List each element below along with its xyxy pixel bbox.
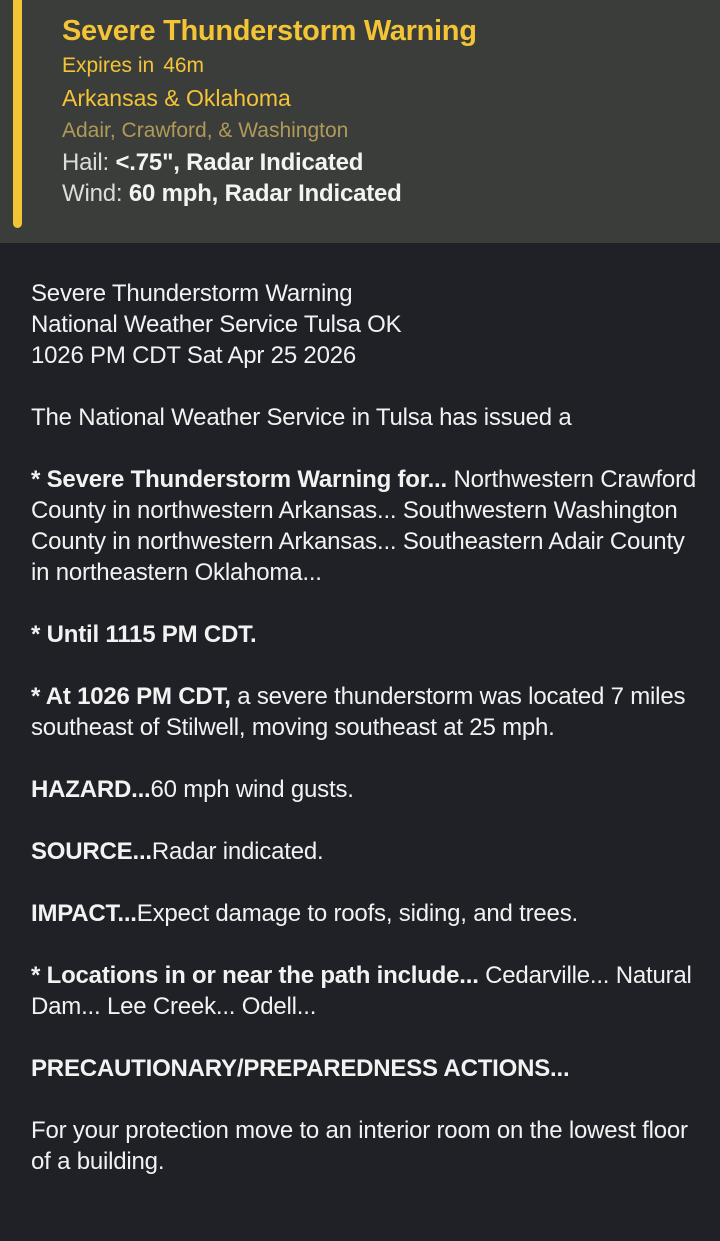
storm-location-label: * At 1026 PM CDT, — [31, 683, 231, 710]
source-line — [31, 836, 703, 867]
alert-summary — [62, 12, 477, 209]
severity-accent-bar — [13, 0, 22, 228]
wind-label: Wind: — [62, 180, 123, 207]
protection-advice: For your protection move to an interior room on the lowest floor of a building. — [31, 1117, 688, 1175]
alert-expiry — [62, 51, 477, 81]
hazard-label: HAZARD... — [31, 776, 151, 803]
impact-line — [31, 898, 703, 929]
hazard-line — [31, 774, 703, 805]
alert-title: Severe Thunderstorm Warning — [62, 15, 477, 47]
expires-value: 46m — [163, 54, 205, 77]
locations-text: Cedarville... Natural Dam... Lee Creek... Odell... — [31, 962, 692, 1020]
alert-summary-header[interactable] — [0, 0, 720, 243]
alert-region: Arkansas & Oklahoma — [62, 85, 291, 111]
warning-until-text: * Until 1115 PM CDT. — [31, 621, 257, 648]
bulletin-issuer: National Weather Service Tulsa OK — [31, 311, 402, 338]
source-label: SOURCE... — [31, 838, 152, 865]
wind-value: 60 mph, Radar Indicated — [128, 180, 402, 207]
storm-location-text: a severe thunderstorm was located 7 miles southeast of Stilwell, moving southeast at 25 mph. — [31, 683, 686, 741]
precaution-heading — [31, 1053, 703, 1084]
alert-counties: Adair, Crawford, & Washington — [62, 119, 349, 142]
bulletin-intro: The National Weather Service in Tulsa has issued a — [31, 404, 572, 431]
precaution-label: PRECAUTIONARY/PREPAREDNESS ACTIONS... — [31, 1055, 570, 1082]
wind-detail — [62, 178, 477, 209]
hail-label: Hail: — [62, 149, 110, 176]
warning-bulletin — [31, 278, 703, 1177]
warning-until — [31, 619, 703, 650]
hazard-text: 60 mph wind gusts. — [150, 776, 354, 803]
impact-label: IMPACT... — [31, 900, 137, 927]
locations-label: * Locations in or near the path include... — [31, 962, 479, 989]
hail-detail — [62, 147, 477, 178]
bulletin-timestamp: 1026 PM CDT Sat Apr 25 2026 — [31, 342, 357, 369]
warning-area-label: * Severe Thunderstorm Warning for... — [31, 466, 447, 493]
storm-location — [31, 681, 703, 743]
warning-area-text: Northwestern Crawford County in northwestern Arkansas... Southwestern Washington County in northwestern Arkansas... Southeastern Adair County in northeastern Oklahoma... — [31, 466, 697, 586]
impact-text: Expect damage to roofs, siding, and trees. — [136, 900, 578, 927]
warning-area — [31, 464, 703, 588]
hail-value: <.75", Radar Indicated — [115, 149, 364, 176]
locations-line — [31, 960, 703, 1022]
bulletin-title: Severe Thunderstorm Warning — [31, 280, 353, 307]
source-text: Radar indicated. — [151, 838, 324, 865]
expires-label: Expires in — [62, 54, 155, 77]
